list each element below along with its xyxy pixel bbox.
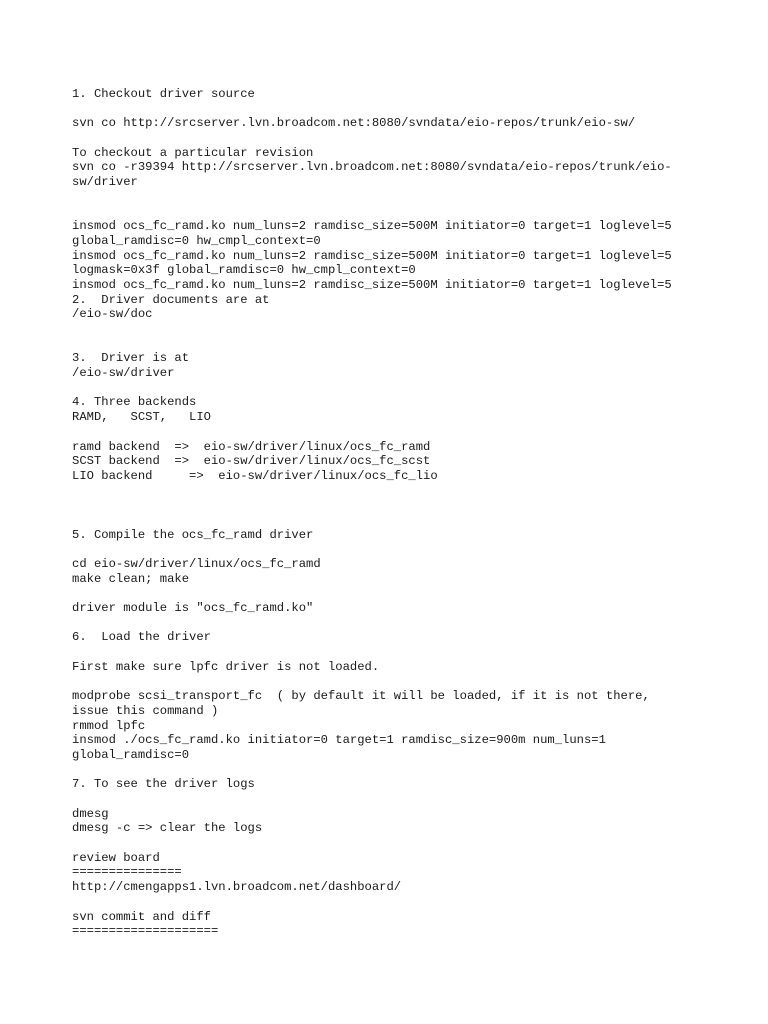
- document-line: make clean; make: [72, 571, 190, 586]
- document-line: 7. To see the driver logs: [72, 777, 255, 792]
- document-line: logmask=0x3f global_ramdisc=0 hw_cmpl_context=0: [72, 263, 416, 278]
- document-line: /eio-sw/doc: [72, 307, 153, 322]
- document-line: insmod ./ocs_fc_ramd.ko initiator=0 target=1 ramdisc_size=900m num_luns=1: [72, 733, 606, 748]
- document-line: First make sure lpfc driver is not loaded.: [72, 659, 380, 674]
- document-line: [72, 381, 732, 396]
- document-line: [72, 322, 732, 337]
- document-line: insmod ocs_fc_ramd.ko num_luns=2 ramdisc_size=500M initiator=0 target=1 loglevel=5: [72, 248, 672, 263]
- document-line: 4. Three backends: [72, 395, 197, 410]
- document-line: issue this command ): [72, 703, 219, 718]
- document-line: dmesg -c => clear the logs: [72, 821, 263, 836]
- document-line: global_ramdisc=0: [72, 747, 190, 762]
- document-line: [72, 425, 732, 440]
- document-line: insmod ocs_fc_ramd.ko num_luns=2 ramdisc_size=500M initiator=0 target=1 loglevel=5: [72, 219, 672, 234]
- document-line: [72, 645, 732, 660]
- document-line: [72, 484, 732, 499]
- document-line: RAMD, SCST, LIO: [72, 410, 211, 425]
- document-line: [72, 131, 732, 146]
- document-line: [72, 190, 732, 205]
- document-line: http://cmengapps1.lvn.broadcom.net/dashboard/: [72, 880, 402, 895]
- document-line: 5. Compile the ocs_fc_ramd driver: [72, 527, 314, 542]
- document-line: [72, 675, 732, 690]
- document-line: [72, 616, 732, 631]
- document-line: svn commit and diff: [72, 909, 211, 924]
- document-line: 1. Checkout driver source: [72, 87, 255, 101]
- document-line: review board: [72, 850, 160, 865]
- document-line: To checkout a particular revision: [72, 145, 314, 160]
- document-line: sw/driver: [72, 175, 138, 190]
- document-line: /eio-sw/driver: [72, 366, 175, 381]
- document-line: [72, 586, 732, 601]
- document-line: [72, 792, 732, 807]
- document-line: insmod ocs_fc_ramd.ko num_luns=2 ramdisc_size=500M initiator=0 target=1 loglevel=5: [72, 277, 672, 292]
- document-line: ramd backend => eio-sw/driver/linux/ocs_fc_ramd: [72, 439, 431, 454]
- document-line: [72, 542, 732, 557]
- document-line: 6. Load the driver: [72, 630, 211, 645]
- document-line: [72, 836, 732, 851]
- document-line: ===============: [72, 865, 182, 880]
- document-line: dmesg: [72, 806, 109, 821]
- document-line: cd eio-sw/driver/linux/ocs_fc_ramd: [72, 557, 321, 571]
- document-line: [72, 763, 732, 778]
- document-line: 2. Driver documents are at: [72, 292, 270, 307]
- document-line: modprobe scsi_transport_fc ( by default it will be loaded, if it is not there,: [72, 689, 650, 704]
- document-line: [72, 895, 732, 910]
- document-line: [72, 498, 732, 513]
- document-line: svn co http://srcserver.lvn.broadcom.net:8080/svndata/eio-repos/trunk/eio-sw/: [72, 116, 636, 131]
- document-line: [72, 337, 732, 352]
- document-line: svn co -r39394 http://srcserver.lvn.broadcom.net:8080/svndata/eio-repos/trunk/eio-: [72, 160, 672, 175]
- document-line: ====================: [72, 924, 219, 939]
- document-line: [72, 513, 732, 528]
- document-line: driver module is "ocs_fc_ramd.ko": [72, 601, 314, 616]
- document-line: [72, 102, 732, 117]
- document-line: SCST backend => eio-sw/driver/linux/ocs_fc_scst: [72, 454, 431, 469]
- document-line: LIO backend => eio-sw/driver/linux/ocs_fc_lio: [72, 468, 438, 483]
- document-line: global_ramdisc=0 hw_cmpl_context=0: [72, 233, 321, 248]
- document-line: 3. Driver is at: [72, 351, 190, 366]
- document-line: rmmod lpfc: [72, 718, 146, 733]
- document-line: [72, 205, 732, 220]
- document-body: [72, 87, 732, 939]
